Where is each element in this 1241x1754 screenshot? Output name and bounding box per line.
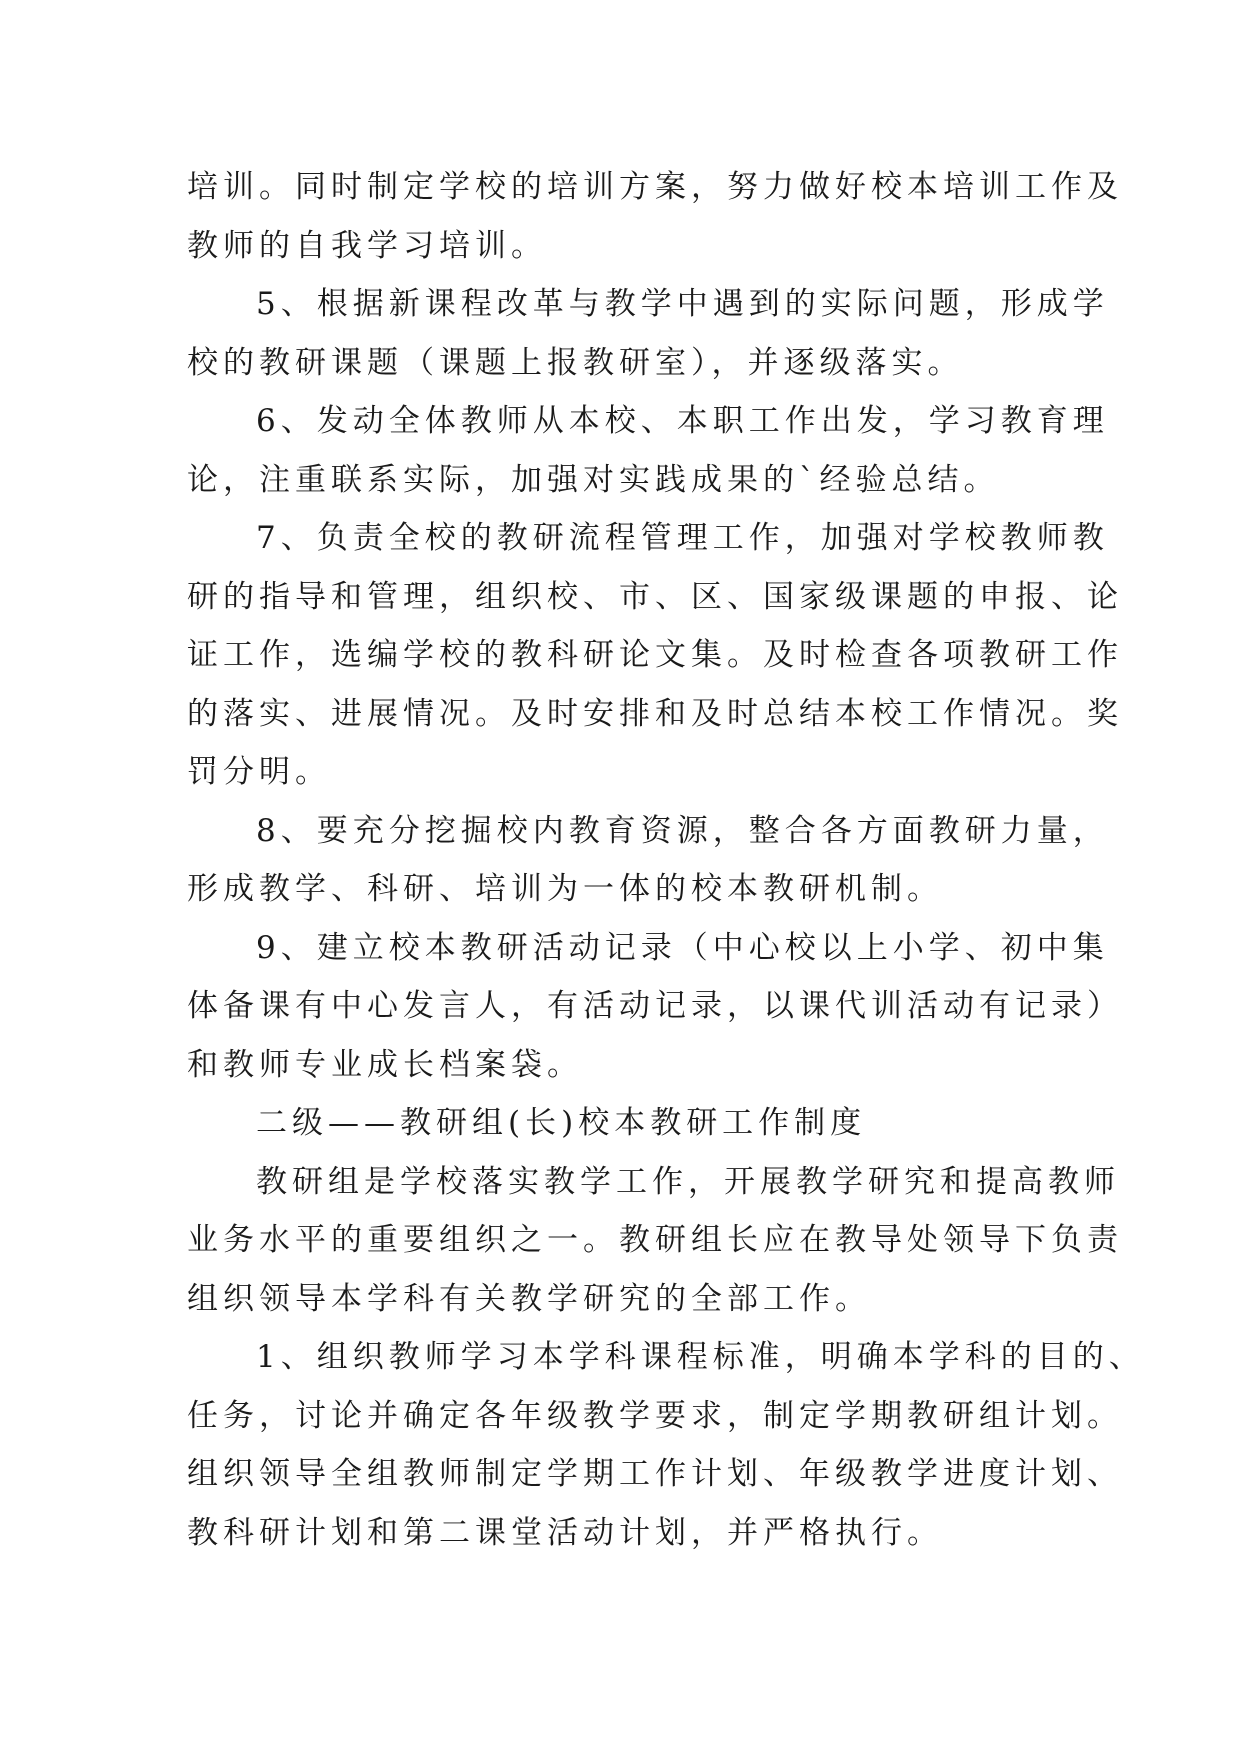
text-line: 业务水平的重要组织之一。教研组长应在教导处领导下负责	[187, 1222, 1123, 1258]
text-line: 培训。同时制定学校的培训方案，努力做好校本培训工作及	[187, 169, 1123, 205]
text-line: 教科研计划和第二课堂活动计划，并严格执行。	[187, 1514, 943, 1551]
text-line: 教研组是学校落实教学工作，开展教学研究和提高教师	[256, 1163, 1120, 1200]
text-line: 9、建立校本教研活动记录（中心校以上小学、初中集	[256, 929, 1109, 966]
text-line: 7、负责全校的教研流程管理工作，加强对学校教师教	[256, 520, 1109, 556]
text-line: 1、组织教师学习本学科课程标准，明确本学科的目的、	[256, 1339, 1145, 1375]
section-heading: 二级——教研组(长)校本教研工作制度	[256, 1105, 867, 1141]
text-line: 研的指导和管理，组织校、市、区、国家级课题的申报、论	[187, 578, 1123, 615]
text-line: 任务，讨论并确定各年级教学要求，制定学期教研组计划。	[187, 1397, 1123, 1434]
text-line: 校的教研课题（课题上报教研室），并逐级落实。	[187, 344, 964, 381]
text-line: 罚分明。	[187, 754, 331, 790]
text-line: 证工作，选编学校的教科研论文集。及时检查各项教研工作	[187, 637, 1123, 673]
text-line: 5、根据新课程改革与教学中遇到的实际问题，形成学	[256, 286, 1109, 322]
text-line: 体备课有中心发言人，有活动记录，以课代训活动有记录）	[187, 988, 1123, 1024]
text-line: 组织领导全组教师制定学期工作计划、年级教学进度计划、	[187, 1456, 1123, 1492]
text-line: 论，注重联系实际，加强对实践成果的`经验总结。	[187, 461, 1000, 498]
text-line: 形成教学、科研、培训为一体的校本教研机制。	[187, 871, 943, 907]
text-line: 的落实、进展情况。及时安排和及时总结本校工作情况。奖	[187, 695, 1123, 732]
text-line: 8、要充分挖掘校内教育资源，整合各方面教研力量，	[256, 812, 1109, 849]
text-line: 教师的自我学习培训。	[187, 227, 547, 264]
text-line: 6、发动全体教师从本校、本职工作出发，学习教育理	[256, 403, 1109, 439]
document-body	[187, 158, 1145, 1562]
text-line: 组织领导本学科有关教学研究的全部工作。	[187, 1280, 871, 1317]
text-line: 和教师专业成长档案袋。	[187, 1046, 583, 1083]
